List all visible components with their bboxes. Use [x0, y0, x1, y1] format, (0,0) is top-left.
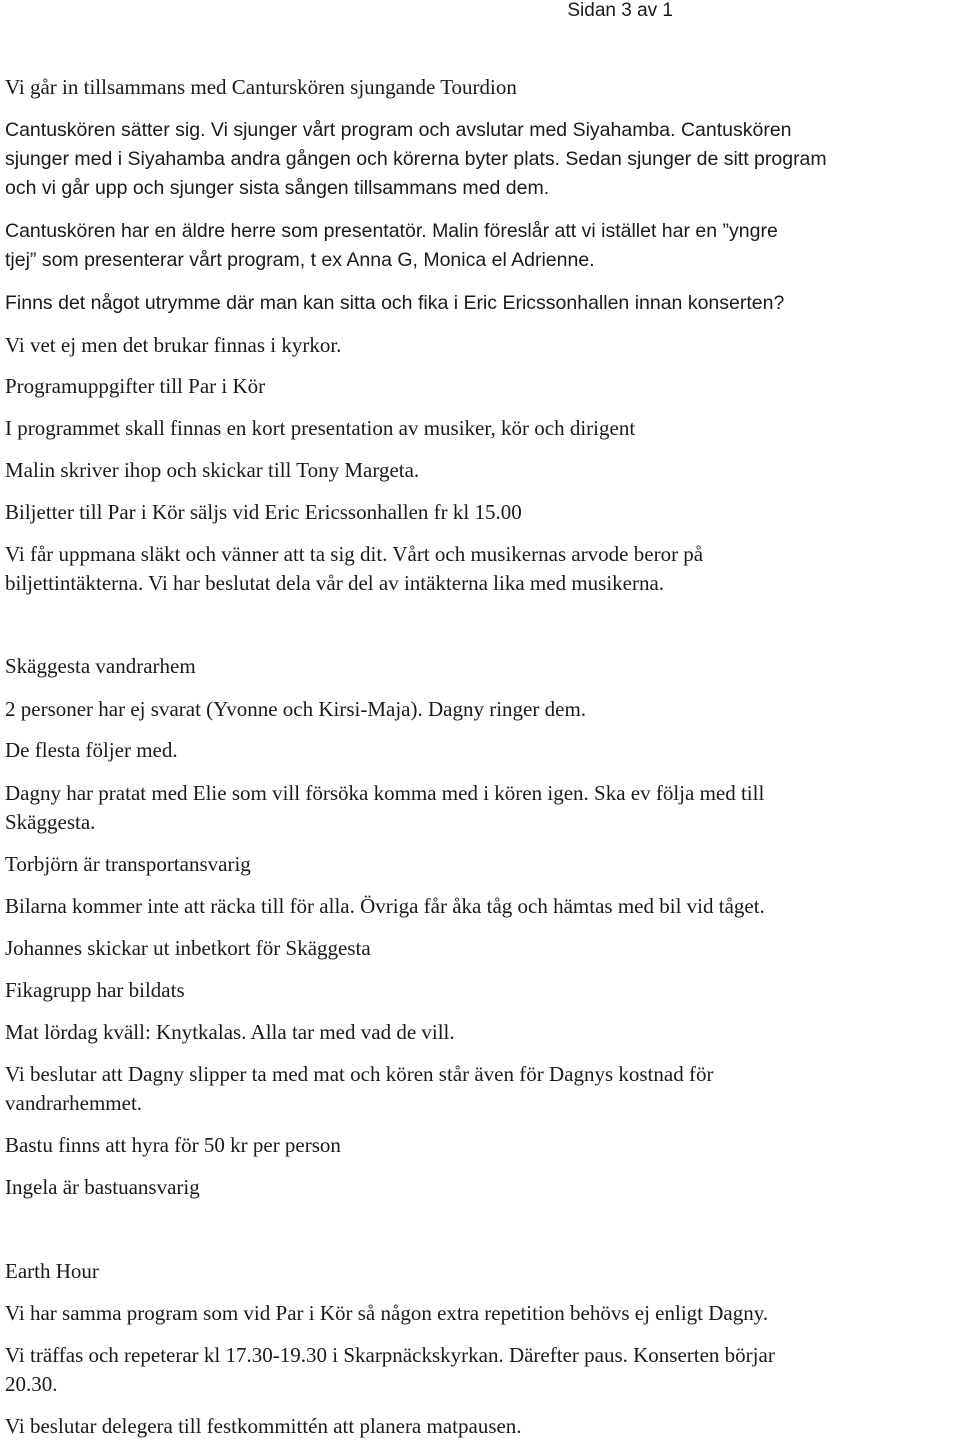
paragraph-cars: Bilarna kommer inte att räcka till för alla. Övriga får åka tåg och hämtas med bil vid tåget. — [5, 894, 765, 918]
paragraph-dagny-cost-line-2: vandrarhemmet. — [5, 1091, 143, 1115]
section-heading-skaggesta: Skäggesta vandrarhem — [5, 654, 196, 678]
paragraph-tickets: Biljetter till Par i Kör säljs vid Eric Ericssonhallen fr kl 15.00 — [5, 500, 522, 524]
paragraph-rehearsal-line-2: 20.30. — [5, 1372, 58, 1396]
paragraph-program-line-2: sjunger med i Siyahamba andra gången och körerna byter plats. Sedan sjunger de sitt program — [5, 148, 827, 170]
paragraph-most-join: De flesta följer med. — [5, 738, 178, 762]
paragraph-fees-line-2: biljettintäkterna. Vi har beslutat dela vår del av intäkterna lika med musikerna. — [5, 571, 665, 595]
paragraph-presenter-line-2: tjej” som presenterar vårt program, t ex Anna G, Monica el Adrienne. — [5, 249, 595, 271]
paragraph-rehearsal-line-1: Vi träffas och repeterar kl 17.30-19.30 i Skarpnäckskyrkan. Därefter paus. Konserten börjar — [5, 1343, 775, 1367]
paragraph-sauna: Bastu finns att hyra för 50 kr per person — [5, 1133, 341, 1157]
page-number-label: Sidan 3 av 1 — [567, 0, 673, 21]
paragraph-fees-line-1: Vi får uppmana släkt och vänner att ta sig dit. Vårt och musikernas arvode beror på — [5, 542, 704, 566]
paragraph-malin-writes: Malin skriver ihop och skickar till Tony Margeta. — [5, 458, 420, 482]
paragraph-transport: Torbjörn är transportansvarig — [5, 852, 251, 876]
paragraph-sauna-responsible: Ingela är bastuansvarig — [5, 1175, 200, 1199]
paragraph-fika-question: Finns det något utrymme där man kan sitta och fika i Eric Ericssonhallen innan konserten? — [5, 292, 785, 314]
paragraph-fika-answer: Vi vet ej men det brukar finnas i kyrkor. — [5, 333, 342, 357]
section-heading-programuppgifter: Programuppgifter till Par i Kör — [5, 374, 266, 398]
paragraph-same-program: Vi har samma program som vid Par i Kör så någon extra repetition behövs ej enligt Dagny. — [5, 1301, 769, 1325]
paragraph-program-line-3: och vi går upp och sjunger sista sången tillsammans med dem. — [5, 177, 550, 199]
paragraph-presenter-line-1: Cantuskören har en äldre herre som presentatör. Malin föreslår att vi istället har en ”yngre — [5, 220, 778, 242]
page-header — [0, 0, 960, 24]
paragraph-program-line-1: Cantuskören sätter sig. Vi sjunger vårt program och avslutar med Siyahamba. Cantuskören — [5, 119, 792, 141]
paragraph-entrance: Vi går in tillsammans med Canturskören sjungande Tourdion — [5, 75, 517, 99]
paragraph-saturday-food: Mat lördag kväll: Knytkalas. Alla tar med vad de vill. — [5, 1020, 455, 1044]
paragraph-dagny-cost-line-1: Vi beslutar att Dagny slipper ta med mat och kören står även för Dagnys kostnad för — [5, 1062, 714, 1086]
section-heading-earth-hour: Earth Hour — [5, 1259, 99, 1283]
paragraph-elie-line-2: Skäggesta. — [5, 810, 96, 834]
paragraph-not-answered: 2 personer har ej svarat (Yvonne och Kirsi-Maja). Dagny ringer dem. — [5, 697, 587, 721]
paragraph-fika-group: Fikagrupp har bildats — [5, 978, 185, 1002]
paragraph-program-content: I programmet skall finnas en kort presentation av musiker, kör och dirigent — [5, 416, 636, 440]
paragraph-elie-line-1: Dagny har pratat med Elie som vill försöka komma med i kören igen. Ska ev följa med till — [5, 781, 765, 805]
paragraph-delegate: Vi beslutar delegera till festkommittén att planera matpausen. — [5, 1414, 522, 1438]
paragraph-payment-cards: Johannes skickar ut inbetkort för Skäggesta — [5, 936, 371, 960]
